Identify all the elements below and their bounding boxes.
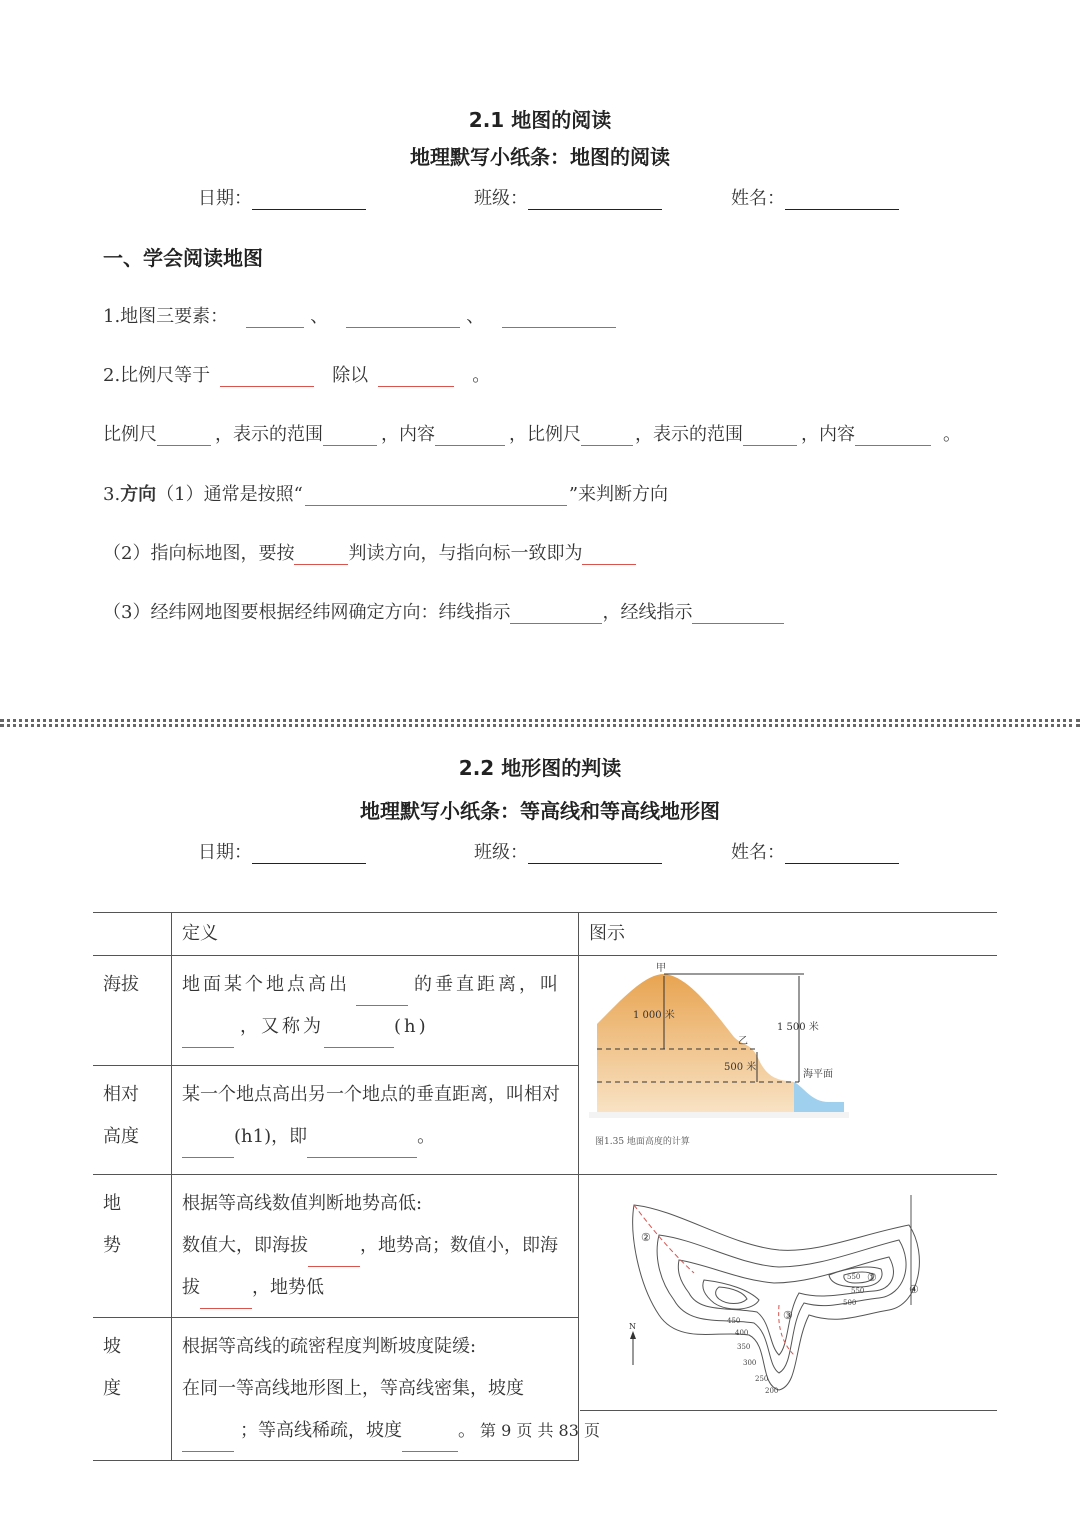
section1-heading: 一、学会阅读地图 [103, 246, 263, 270]
date-field-2: 日期： [198, 838, 366, 864]
terrain-blank-1[interactable] [308, 1250, 360, 1267]
def-terrain: 根据等高线数值判断地势高低: 数值大，即海拔 ，地势高；数值小，即海拔 ，地势低 [172, 1175, 579, 1318]
figure-caption: 图1.35 地面高度的计算 [595, 1137, 690, 1147]
date-label: 日期： [198, 188, 252, 209]
q3-blank[interactable] [305, 489, 567, 506]
question-3: 3.方向（1）通常是按照“ ”来判断方向 [103, 484, 669, 505]
section2-subtitle: 地理默写小纸条：等高线和等高线地形图 [360, 799, 720, 823]
svg-text:550: 550 [847, 1273, 861, 1281]
terrain-blank-2[interactable] [200, 1292, 252, 1309]
table-row [93, 1175, 997, 1318]
altitude-blank-3[interactable] [324, 1031, 394, 1048]
label-500: 500 米 [724, 1062, 757, 1073]
q2b-blank-5[interactable] [743, 429, 797, 446]
q2-blank-2[interactable] [378, 370, 454, 387]
relative-blank-2[interactable] [307, 1141, 417, 1158]
section1-subtitle: 地理默写小纸条：地图的阅读 [410, 145, 670, 169]
q3c-blank-1[interactable] [510, 607, 602, 624]
q2b-blank-4[interactable] [581, 429, 633, 446]
table-row [93, 956, 997, 1066]
term-slope: 坡度 [93, 1318, 172, 1461]
marker-2: ② [641, 1231, 651, 1244]
q1-blank-1[interactable] [246, 311, 304, 328]
term-relative-height: 相对高度 [93, 1065, 172, 1175]
svg-text:500: 500 [843, 1299, 857, 1307]
question-3b: （2）指向标地图，要按 判读方向，与指向标一致即为 [103, 539, 636, 565]
class-label: 班级： [474, 188, 528, 209]
date-blank[interactable] [252, 191, 366, 210]
date-field [198, 184, 366, 210]
q3b-blank-2[interactable] [582, 548, 636, 565]
class-field-2: 班级： [474, 838, 662, 864]
marker-3: ③ [783, 1309, 793, 1322]
contour-table [93, 912, 997, 1461]
question-2b: 比例尺 ，表示的范围 ，内容 ，比例尺 ，表示的范围 ，内容 。 [103, 424, 961, 445]
relative-blank-1[interactable] [182, 1141, 234, 1158]
svg-text:300: 300 [743, 1359, 757, 1367]
q1-blank-3[interactable] [502, 311, 616, 328]
label-1000: 1 000 米 [633, 1010, 675, 1021]
table-header-row [93, 913, 997, 956]
contour-map [619, 1195, 949, 1395]
label-jia: 甲 [656, 963, 666, 974]
svg-text:200: 200 [765, 1387, 779, 1395]
terrain-shape [597, 974, 794, 1112]
q1-blank-2[interactable] [346, 311, 460, 328]
q2b-blank-1[interactable] [157, 429, 211, 446]
cut-line [0, 719, 1080, 722]
class-blank-2[interactable] [528, 845, 662, 864]
cut-line-2 [0, 724, 1080, 727]
page-footer: 第 9 页 共 83 页 [480, 1421, 600, 1440]
marker-4: ④ [909, 1283, 919, 1296]
question-2: 2.比例尺等于 除以 。 [103, 365, 491, 386]
label-sea-level: 海平面 [803, 1069, 833, 1080]
def-altitude: 地面某个地点高出 的垂直距离，叫 ，又称为 (h) [172, 956, 579, 1066]
name-blank[interactable] [785, 191, 899, 210]
name-blank-2[interactable] [785, 845, 899, 864]
q2b-blank-6[interactable] [855, 429, 931, 446]
term-terrain: 地势 [93, 1175, 172, 1318]
sea-shape [794, 1082, 844, 1112]
svg-text:400: 400 [735, 1329, 749, 1337]
marker-1: ① [867, 1271, 877, 1284]
name-label: 姓名： [731, 188, 785, 209]
section1-title: 2.1 地图的阅读 [468, 108, 612, 132]
class-blank[interactable] [528, 191, 662, 210]
q3c-blank-2[interactable] [692, 607, 784, 624]
header-definition: 定义 [172, 913, 579, 956]
term-altitude: 海拔 [93, 956, 172, 1066]
q3b-blank-1[interactable] [294, 548, 348, 565]
question-1: 1.地图三要素： 、 、 [103, 302, 622, 328]
class-field [474, 184, 662, 210]
altitude-blank-2[interactable] [182, 1031, 234, 1048]
label-1500: 1 500 米 [777, 1022, 819, 1033]
figure-height-cell [579, 956, 998, 1175]
label-yi: 乙 [738, 1036, 748, 1047]
q2b-blank-2[interactable] [323, 429, 377, 446]
north-label: N [629, 1322, 636, 1331]
question-3c: （3）经纬网地图要根据经纬网确定方向：纬线指示 ，经线指示 [103, 598, 784, 624]
section2-title: 2.2 地形图的判读 [458, 756, 622, 780]
q2-blank-1[interactable] [220, 370, 314, 387]
date-blank-2[interactable] [252, 845, 366, 864]
svg-text:250: 250 [755, 1375, 769, 1383]
header-illustration: 图示 [579, 913, 998, 956]
altitude-blank-1[interactable] [356, 989, 408, 1006]
elevation-diagram [589, 962, 849, 1152]
svg-text:450: 450 [727, 1317, 741, 1325]
svg-text:350: 350 [737, 1343, 751, 1351]
svg-text:550: 550 [851, 1287, 865, 1295]
def-relative-height: 某一个地点高出另一个地点的垂直距离，叫相对(h1)，即 。 [172, 1065, 579, 1175]
name-field [731, 184, 899, 210]
name-field-2: 姓名： [731, 838, 899, 864]
q2b-blank-3[interactable] [435, 429, 505, 446]
def-slope: 根据等高线的疏密程度判断坡度陡缓: 在同一等高线地形图上，等高线密集，坡度 ；等高线稀疏，坡度 。 [172, 1318, 579, 1461]
